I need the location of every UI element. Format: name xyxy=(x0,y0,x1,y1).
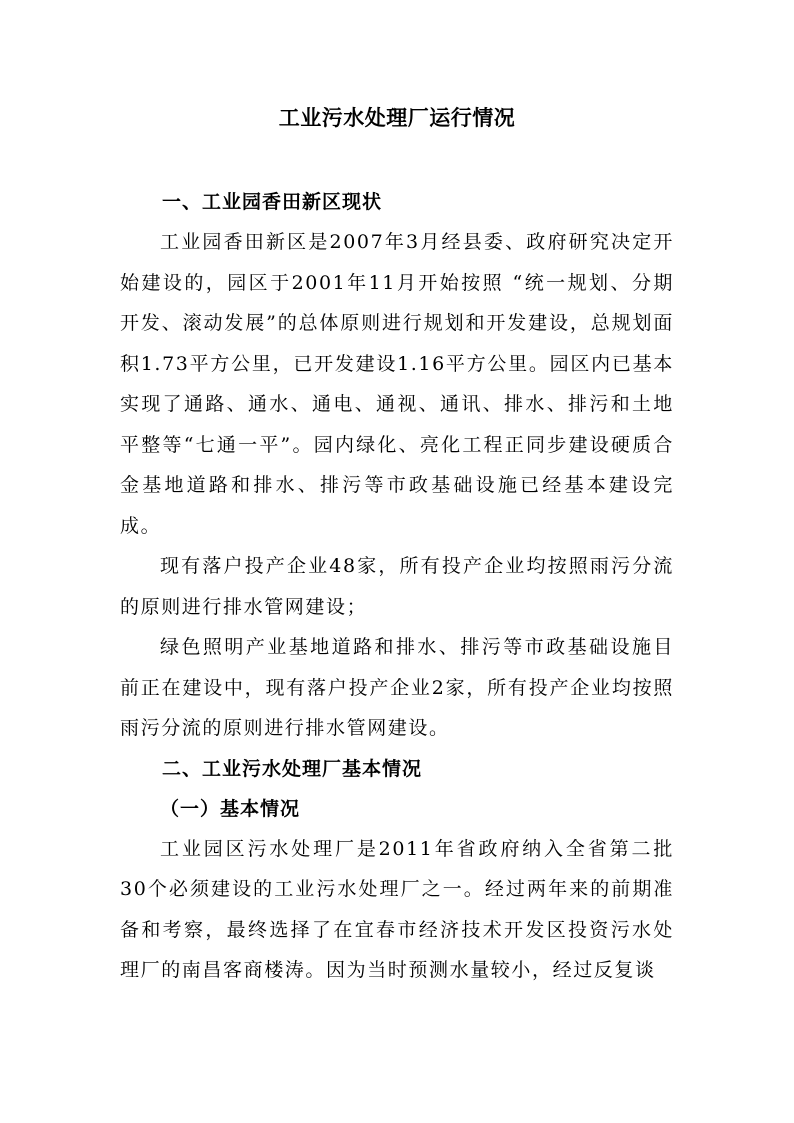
section-heading-2: 二、工业污水处理厂基本情况 xyxy=(162,757,423,780)
paragraph: 工业园香田新区是2007年3月经县委、政府研究决定开始建设的，园区于2001年11月开始按照 “统一规划、分期开发、滚动发展”的总体原则进行规划和开发建设，总规划面积1.73平方公里，已开发建设1.16平方公里。园区内已基本实现了通路、通水、通电、通视、通讯、排水、排污和土地平整等“七通一平”。园内绿化、亮化工程正同步建设硬质合金基地道路和排水、排污等市政基础设施已经基本建设完成。 xyxy=(120,231,674,537)
document-title: 工业污水处理厂运行情况 xyxy=(278,106,516,130)
section-heading-1: 一、工业园香田新区现状 xyxy=(162,191,383,213)
document-body xyxy=(120,182,674,991)
paragraph: 绿色照明产业基地道路和排水、排污等市政基础设施目前正在建设中，现有落户投产企业2家，所有投产企业均按照雨污分流的原则进行排水管网建设。 xyxy=(120,636,674,739)
paragraph: 现有落户投产企业48家，所有投产企业均按照雨污分流的原则进行排水管网建设； xyxy=(120,555,674,618)
subsection-heading: （一）基本情况 xyxy=(160,797,301,820)
paragraph: 工业园区污水处理厂是2011年省政府纳入全省第二批30个必须建设的工业污水处理厂之一。经过两年来的前期准备和考察，最终选择了在宜春市经济技术开发区投资污水处理厂的南昌客商楼涛。因为当时预测水量较小，经过反复谈 xyxy=(120,837,674,981)
